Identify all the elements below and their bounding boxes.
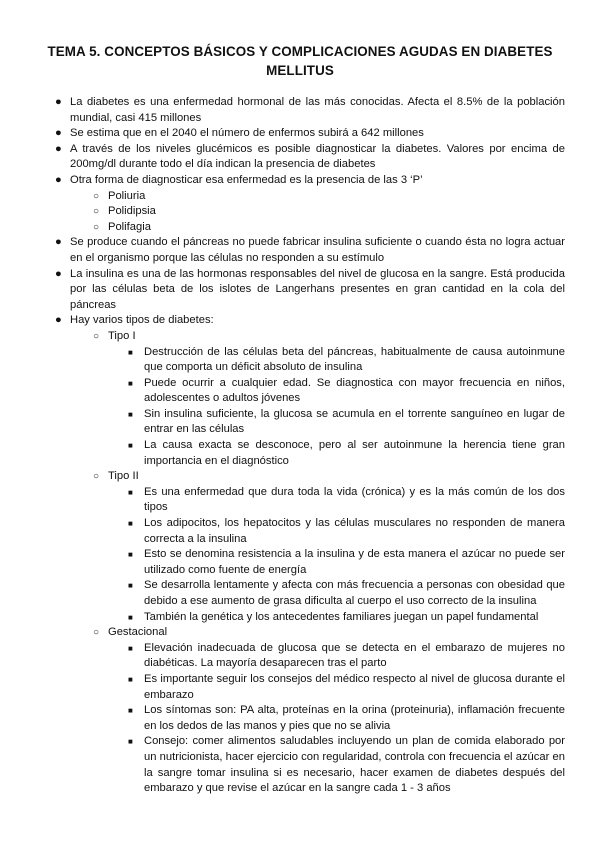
list-item [55,313,565,796]
square-bullet-icon: ■ [128,519,133,529]
point-item [128,407,565,438]
sub-list-item-text: Poliuria [108,189,146,202]
point-text: Consejo: comer alimentos saludables incluyendo un plan de comida elaborado por un nutricionista, hacer ejercicio con regularidad, controla con frecuencia el azúcar en la sangre tomar insulina si es necesario, hacer examen de diabetes después del embarazo y que revise el azúcar en la sangre cada 1 - 3 años [144,735,565,795]
square-bullet-icon: ■ [128,378,133,388]
point-text: Sin insulina suficiente, la glucosa se acumula en el torrente sanguíneo en lugar de entrar en las células [144,407,565,436]
document-body [0,95,600,797]
point-text: Puede ocurrir a cualquier edad. Se diagnostica con mayor frecuencia en niños, adolescentes o adultos jóvenes [144,376,565,405]
point-item [128,672,565,703]
point-item [128,438,565,469]
point-item [128,516,565,547]
square-bullet-icon: ■ [128,550,133,560]
list-item-text: La insulina es una de las hormonas responsables del nivel de glucosa en la sangre. Está producida por las células beta de los islotes de Langerhans presentes en gran cantidad en la cola del páncreas [70,267,565,311]
square-bullet-icon: ■ [128,581,133,591]
point-text: Destrucción de las células beta del páncreas, habitualmente de causa autoinmune que comporta un déficit absoluto de insulina [144,345,565,374]
point-text: Esto se denomina resistencia a la insulina y de esta manera el azúcar no puede ser utilizado como fuente de energía [144,548,565,576]
circle-bullet-icon: ○ [93,206,100,218]
point-text: Se desarrolla lentamente y afecta con más frecuencia a personas con obesidad que debido a ese aumento de grasa dificulta al cuerpo el uso correcto de la insulina [144,579,565,607]
point-item [128,578,565,609]
diabetes-types-list [70,329,565,797]
square-bullet-icon: ■ [128,612,133,622]
circle-bullet-icon: ○ [93,330,100,342]
sub-list-item [93,204,565,220]
list-item-text: Hay varios tipos de diabetes: [70,314,214,327]
point-item [128,703,565,734]
type-name: Tipo II [108,470,139,483]
page-title: TEMA 5. CONCEPTOS BÁSICOS Y COMPLICACIONES AGUDAS EN DIABETES MELLITUS [47,44,553,78]
square-bullet-icon: ■ [128,706,133,716]
list-item [55,173,565,235]
main-bullet-list [0,95,600,797]
point-item [128,345,565,376]
point-text: La causa exacta se desconoce, pero al ser autoinmune la herencia tiene gran importancia en el diagnóstico [144,439,565,467]
type-item-tipo-1 [93,329,565,469]
list-item-text: A través de los niveles glucémicos es posible diagnosticar la diabetes. Valores por encima de 200mg/dl durante todo el día indican la presencia de diabetes [70,142,565,171]
point-item [128,547,565,578]
circle-bullet-icon: ○ [93,221,100,233]
point-text: Es importante seguir los consejos del médico respecto al nivel de glucosa durante el embarazo [144,672,565,701]
point-text: Los adipocitos, los hepatocitos y las células musculares no responden de manera correcta a la insulina [144,517,565,545]
bullet-icon: ● [55,173,62,186]
list-item [55,235,565,266]
list-item-text: Se produce cuando el páncreas no puede fabricar insulina suficiente o cuando ésta no logra actuar en el organismo porque las células no responden a su estímulo [70,236,565,264]
point-item [128,376,565,407]
sub-list-item-text: Polifagia [108,220,151,233]
sub-list-item-text: Polidipsia [108,205,156,218]
point-text: Elevación inadecuada de glucosa que se detecta en el embarazo de mujeres no diabéticas. La mayoría desaparecen tras el parto [144,641,565,670]
circle-bullet-icon: ○ [93,471,100,483]
type-points-list [108,485,565,625]
square-bullet-icon: ■ [128,643,133,653]
point-item [128,610,565,626]
square-bullet-icon: ■ [128,487,133,497]
bullet-icon: ● [55,314,62,327]
sub-list-item [93,220,565,236]
point-item [128,485,565,516]
bullet-icon: ● [55,127,62,140]
bullet-icon: ● [55,96,62,108]
list-item [55,95,565,126]
square-bullet-icon: ■ [128,737,133,747]
type-item-tipo-2 [93,469,565,625]
circle-bullet-icon: ○ [93,190,100,202]
circle-bullet-icon: ○ [93,627,100,639]
point-item [128,734,565,796]
type-name: Tipo I [108,329,136,342]
list-item [55,267,565,314]
square-bullet-icon: ■ [128,674,133,684]
square-bullet-icon: ■ [128,409,133,419]
point-text: Es una enfermedad que dura toda la vida (crónica) y es la más común de los dos tipos [144,485,565,514]
type-points-list [108,345,565,470]
list-item-text: Otra forma de diagnosticar esa enfermedad es la presencia de las 3 ‘P’ [70,173,423,186]
three-p-list [70,189,565,236]
point-text: También la genética y los antecedentes familiares juegan un papel fundamental [144,610,539,623]
point-text: Los síntomas son: PA alta, proteínas en la orina (proteinuria), inflamación frecuente en los dedos de las manos y pies que no se alivia [144,704,565,732]
bullet-icon: ● [55,236,62,249]
square-bullet-icon: ■ [128,441,133,451]
type-name: Gestacional [108,626,168,639]
list-item-text: Se estima que en el 2040 el número de enfermos subirá a 642 millones [70,127,424,140]
list-item [55,142,565,173]
list-item [55,126,565,142]
type-item-gestacional [93,625,565,797]
sub-list-item [93,189,565,205]
square-bullet-icon: ■ [128,347,133,357]
bullet-icon: ● [55,267,62,280]
bullet-icon: ● [55,142,62,155]
type-points-list [108,641,565,797]
point-item [128,641,565,672]
list-item-text: La diabetes es una enfermedad hormonal de las más conocidas. Afecta el 8.5% de la población mundial, casi 415 millones [70,96,565,124]
